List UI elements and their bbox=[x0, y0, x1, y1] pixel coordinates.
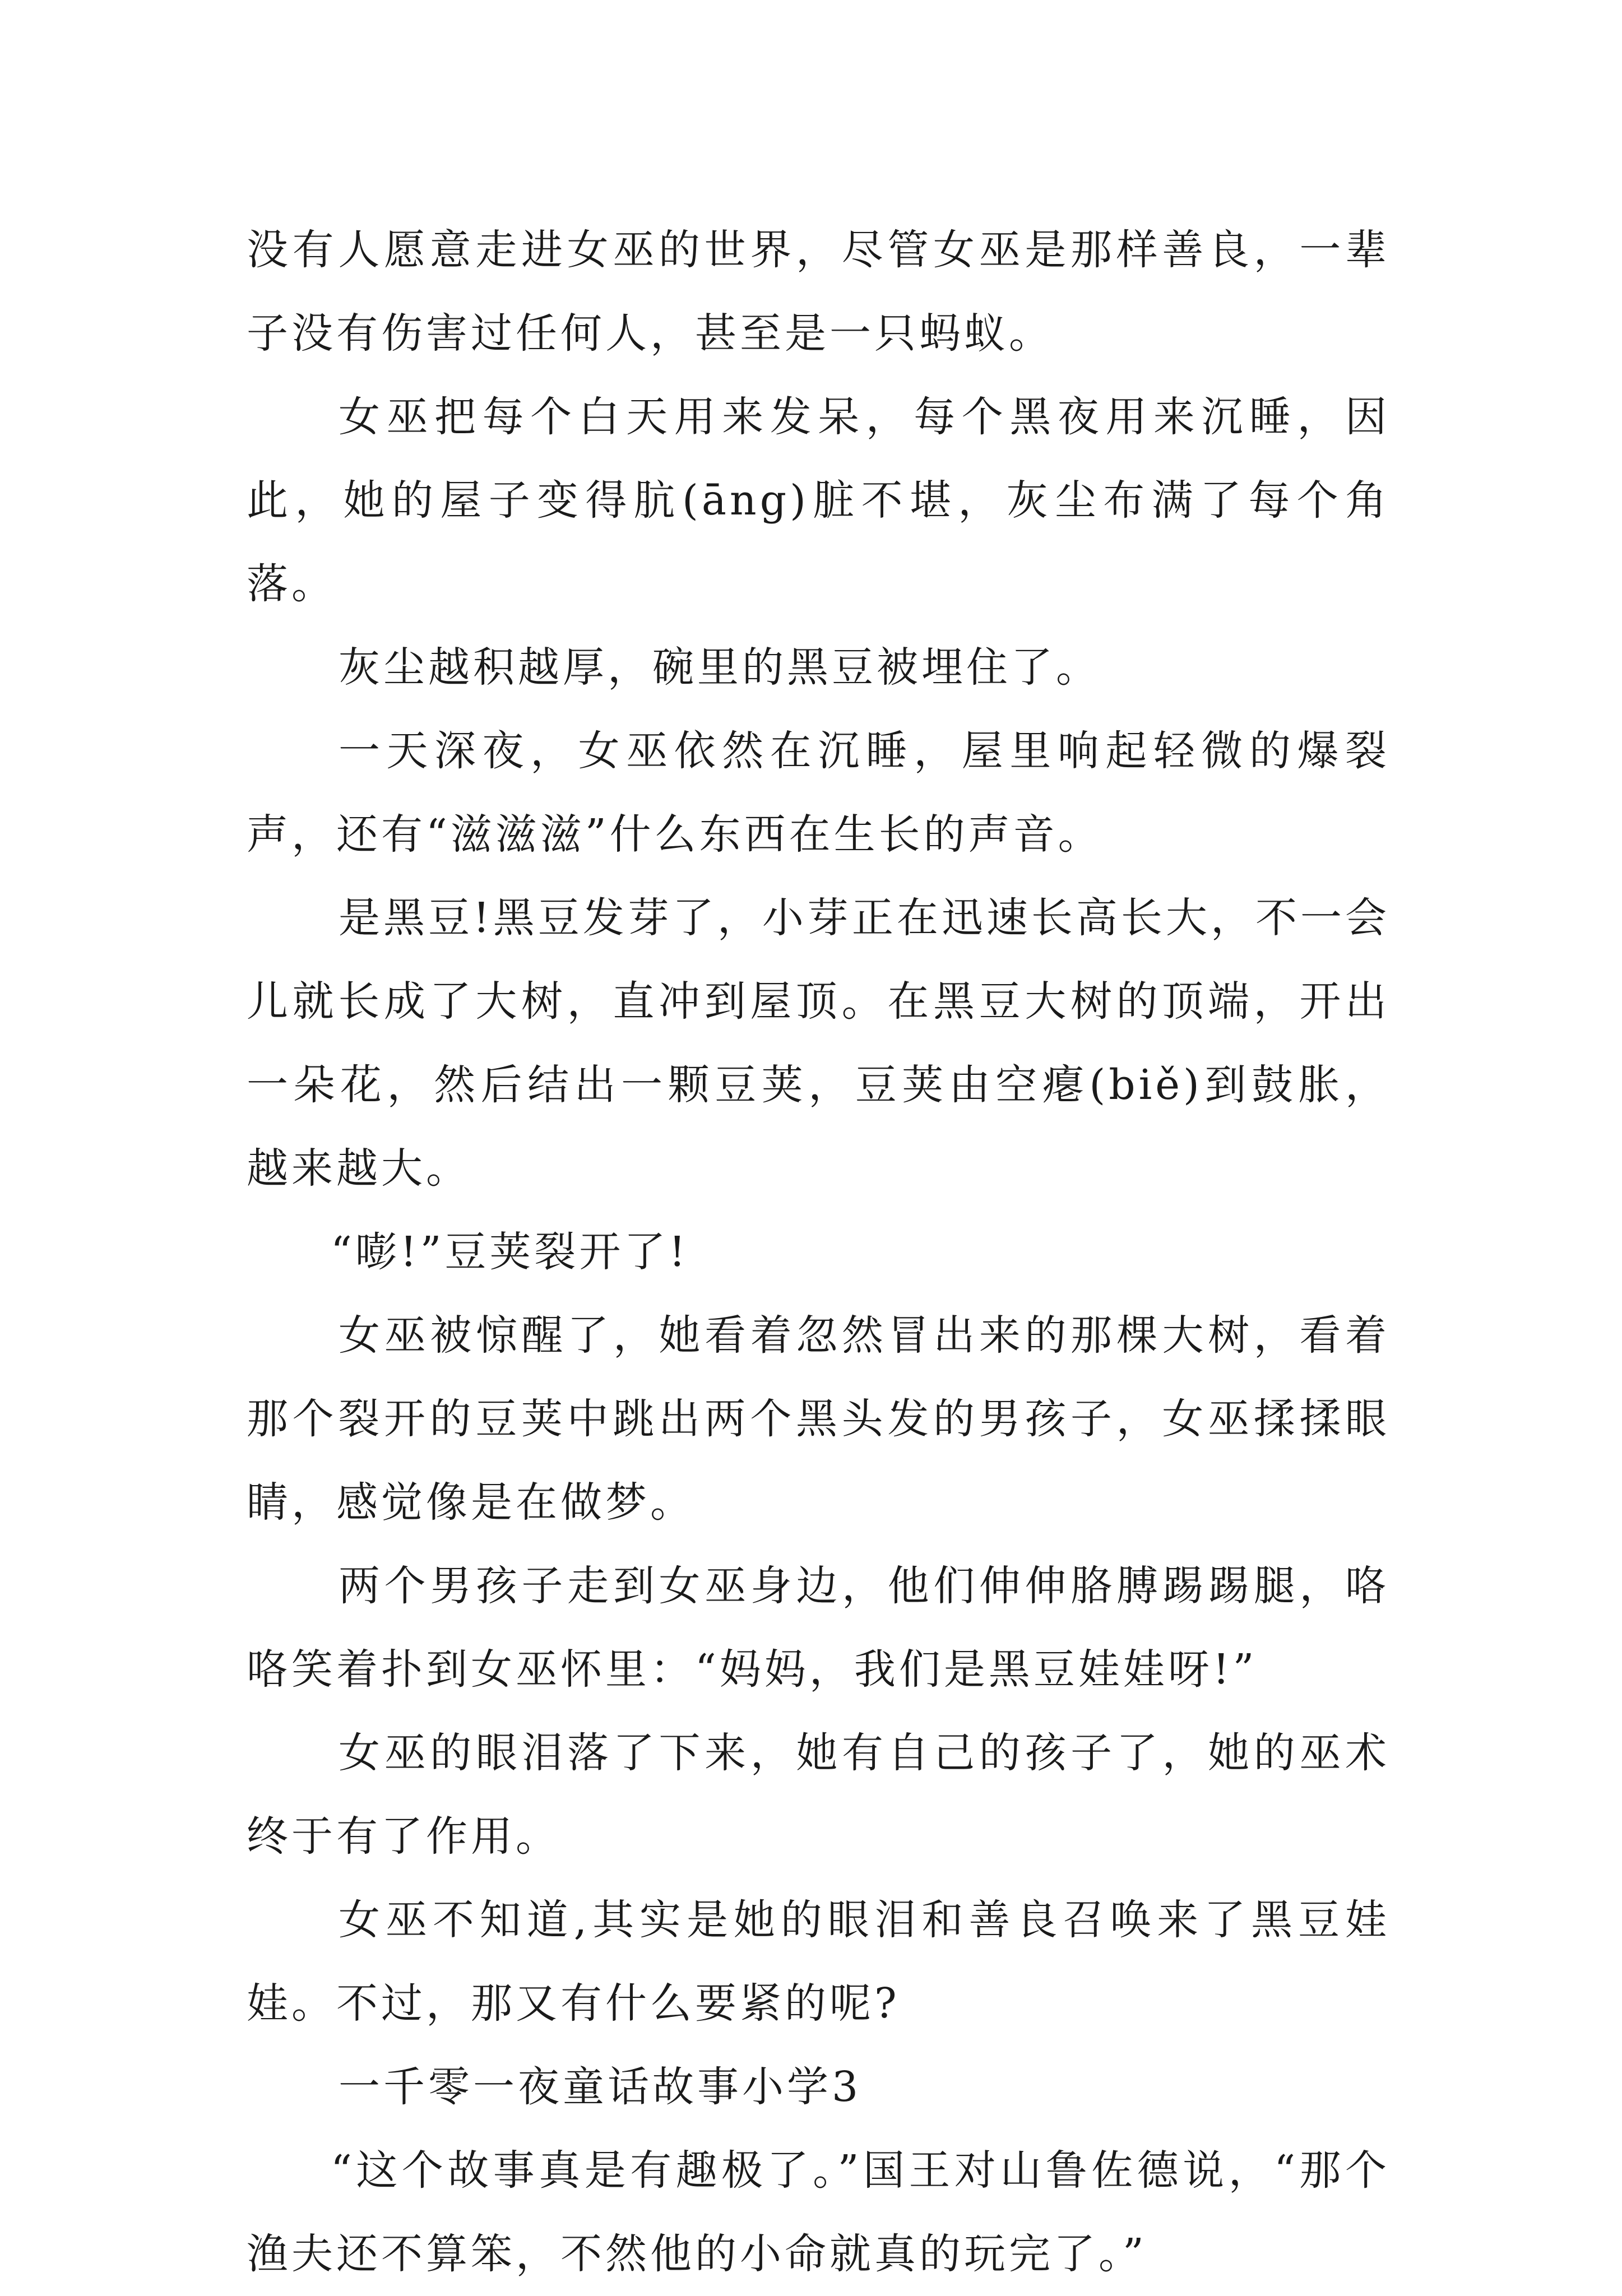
paragraph-9: 女巫的眼泪落了下来，她有自己的孩子了，她的巫术终于有了作用。 bbox=[247, 1729, 1390, 1861]
document-body bbox=[247, 208, 1390, 2296]
paragraph-3: 灰尘越积越厚，碗里的黑豆被埋住了。 bbox=[339, 643, 1101, 692]
paragraph-4: 一天深夜，女巫依然在沉睡，屋里响起轻微的爆裂声，还有“滋滋滋”什么东西在生长的声音。 bbox=[247, 727, 1390, 859]
paragraph-11: “这个故事真是有趣极了。”国王对山鲁佐德说，“那个渔夫还不算笨，不然他的小命就真的玩完了。” bbox=[247, 2146, 1390, 2278]
section-heading: 一千零一夜童话故事小学3 bbox=[339, 2063, 862, 2111]
paragraph-1: 没有人愿意走进女巫的世界，尽管女巫是那样善良，一辈子没有伤害过任何人，甚至是一只蚂蚁。 bbox=[247, 226, 1390, 358]
paragraph-10: 女巫不知道,其实是她的眼泪和善良召唤来了黑豆娃娃。不过，那又有什么要紧的呢? bbox=[247, 1896, 1390, 2028]
paragraph-2: 女巫把每个白天用来发呆，每个黑夜用来沉睡，因此，她的屋子变得肮(āng)脏不堪，灰尘布满了每个角落。 bbox=[247, 393, 1390, 608]
paragraph-6: “嘭!”豆荚裂开了! bbox=[331, 1228, 689, 1276]
paragraph-5: 是黑豆!黑豆发芽了，小芽正在迅速长高长大，不一会儿就长成了大树，直冲到屋顶。在黑豆大树的顶端，开出一朵花，然后结出一颗豆荚，豆荚由空瘪(biě)到鼓胀，越来越大。 bbox=[247, 894, 1390, 1193]
paragraph-7: 女巫被惊醒了，她看着忽然冒出来的那棵大树，看着那个裂开的豆荚中跳出两个黑头发的男孩子，女巫揉揉眼睛，感觉像是在做梦。 bbox=[247, 1311, 1390, 1527]
paragraph-8: 两个男孩子走到女巫身边，他们伸伸胳膊踢踢腿，咯咯笑着扑到女巫怀里：“妈妈，我们是黑豆娃娃呀!” bbox=[247, 1562, 1390, 1694]
